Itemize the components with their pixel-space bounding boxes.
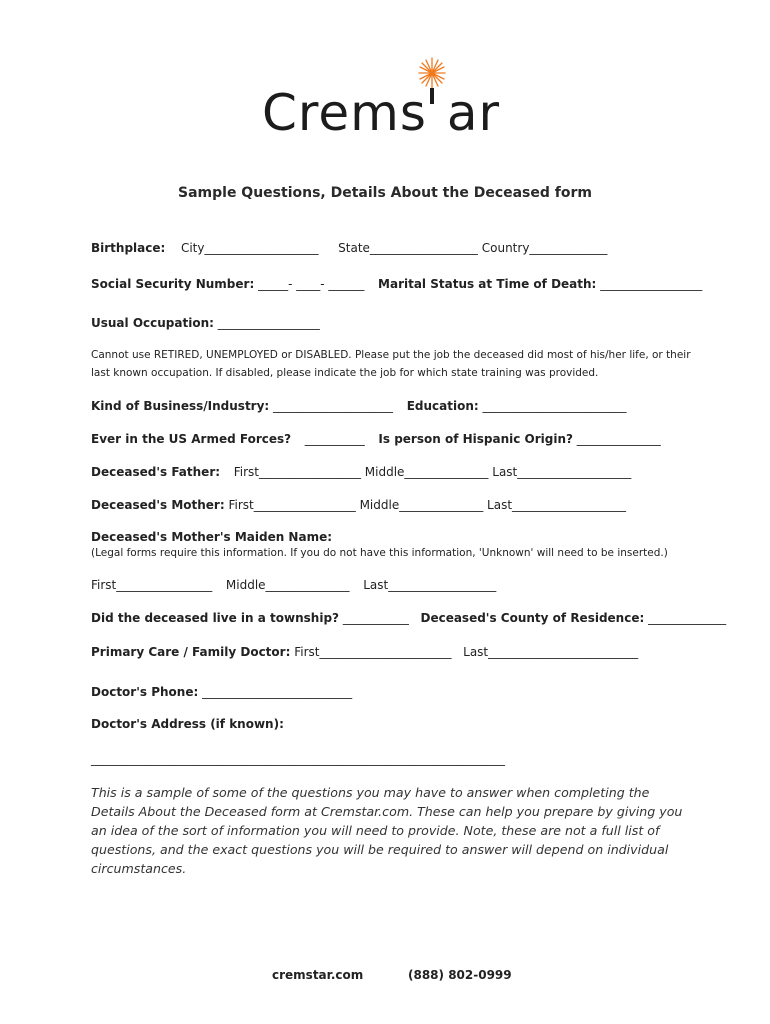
birthplace-label: Birthplace: [91,241,166,255]
hispanic-origin-label: Is person of Hispanic Origin? [378,432,573,446]
hispanic-origin-field: ______________ [576,432,661,446]
education-field: ________________________ [482,399,627,413]
doctor-phone-field: _________________________ [202,685,353,699]
business-label: Kind of Business/Industry: [91,399,270,413]
mother-first-field: First_________________ [228,498,356,512]
armed-forces-label: Ever in the US Armed Forces? [91,432,292,446]
footer-phone: (888) 802-0999 [408,968,512,982]
birthplace-state-field: State__________________ [338,241,478,255]
mother-label: Deceased's Mother: [91,498,225,512]
doctor-label: Primary Care / Family Doctor: [91,645,291,659]
maiden-first-field: First________________ [91,578,213,592]
cremstar-logo [262,56,502,146]
occupation-row [91,316,320,330]
birthplace-country-field: Country_____________ [481,241,608,255]
maiden-name-label: Deceased's Mother's Maiden Name: [91,530,333,544]
maiden-name-note: (Legal forms require this information. If you do not have this information, 'Unknown' will need to be inserted.) [91,547,668,559]
logo-text-end: ar [446,84,501,142]
township-field: ___________ [342,611,409,625]
occupation-note-line-2: last known occupation. If disabled, please indicate the job for which state training was provided. [91,367,599,379]
logo-text-start: Crems [262,84,427,142]
marital-status-label: Marital Status at Time of Death: [378,277,597,291]
father-row [91,465,631,479]
ssn-label: Social Security Number: [91,277,255,291]
mother-middle-field: Middle______________ [359,498,484,512]
doctor-address-label: Doctor's Address (if known): [91,717,284,731]
occupation-note-line-1: Cannot use RETIRED, UNEMPLOYED or DISABLED. Please put the job the deceased did most of his/her life, or their [91,349,691,361]
doctor-phone-row [91,685,352,699]
birthplace-city-field: City___________________ [180,241,319,255]
maiden-middle-field: Middle______________ [225,578,350,592]
armed-forces-field: __________ [304,432,365,446]
business-row [91,399,627,413]
doctor-first-field: First______________________ [294,645,452,659]
doctor-address-row [91,717,284,731]
doctor-last-field: Last_________________________ [463,645,639,659]
info-paragraph: This is a sample of some of the questions you may have to answer when completing the Details About the Deceased form at Cremstar.com. These can help you prepare by giving you an idea of the sort of information you will need to provide. Note, these are not a full list of questions, and the exact questions you will be required to answer will depend on individual circumstances. [91,785,683,876]
county-field: _____________ [648,611,727,625]
county-label: Deceased's County of Residence: [420,611,645,625]
maiden-last-field: Last__________________ [363,578,497,592]
ssn-row [91,277,702,291]
marital-status-field: _________________ [600,277,703,291]
education-label: Education: [406,399,479,413]
father-last-field: Last___________________ [492,465,632,479]
township-label: Did the deceased live in a township? [91,611,339,625]
doctor-phone-label: Doctor's Phone: [91,685,199,699]
doctor-address-field: _____________________________________________________________________ [91,752,505,766]
doctor-row [91,645,638,659]
father-middle-field: Middle______________ [364,465,489,479]
business-field: ____________________ [273,399,394,413]
birthplace-row [91,241,607,255]
armed-forces-row [91,432,661,446]
occupation-label: Usual Occupation: [91,316,214,330]
page-title: Sample Questions, Details About the Deceased form [178,185,592,201]
father-label: Deceased's Father: [91,465,221,479]
mother-row [91,498,626,512]
occupation-field: _________________ [217,316,320,330]
footer-website: cremstar.com [272,968,364,982]
mother-last-field: Last___________________ [487,498,627,512]
ssn-field: _____- ____- ______ [258,277,365,291]
township-row [91,611,726,625]
father-first-field: First_________________ [233,465,361,479]
maiden-name-row [91,530,332,544]
maiden-name-fields-row [91,578,496,592]
